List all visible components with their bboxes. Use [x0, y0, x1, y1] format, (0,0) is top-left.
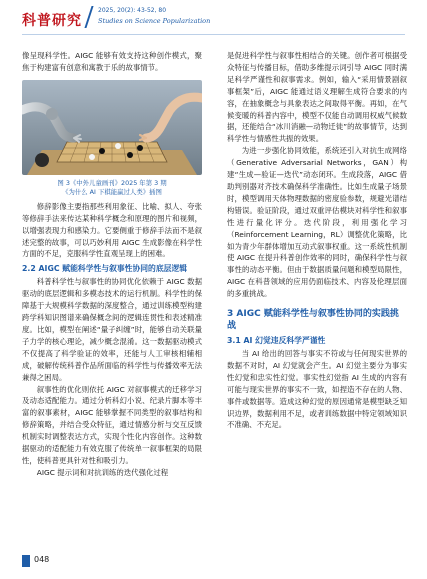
left-paragraph-2: 修辞影像主要指那些利用象征、比喻、拟人、夸张等修辞手法来传达某种科学概念和原理的图片和视频，以增强表现力和感染力。它要侧重于修辞手法而不是叙述完整的故事，可以巧妙利用 AIGC 生成影像在科学性方面的不足，克服科学性直观呈现上的困难。 — [22, 201, 202, 259]
left-paragraph-3: 科普科学性与叙事性的协同优化依赖于 AIGC 数据驱动的底层逻辑和多模态技术的运行机制。科学性的保障基于大规模科学数据的深度整合，通过训练模型构建跨学科知识图谱来确保概念间的逻辑连贯性和表述精准度。比如，模型在阐述“量子纠缠”时，能够自动关联量子力学的核心理论，减少概念混淆。这一数据驱动模式不仅提高了科学验证的效率，还能与人工审核相辅相成，破解传统科普作品所面临的科学性与传播效率无法兼得之困局。 — [22, 277, 202, 382]
right-paragraph-2: 为进一步强化协同效能，系统还引入对抗生成网络（Generative Adversarial Networks，GAN）构建“生成—验证—迭代”动态闭环。生成段落，AIGC 借助判别器对齐技术确保科学准确性。比如生成量子场景时，模型调用天体物理数据的密度验参数，规避光谱结构错误。验证阶段，通过双重评估模块对科学性和叙事性进行量化评分。迭代阶段，利用强化学习（Reinforcement Learning，RL）调整优化策略，比如为青少年群体增加互动式叙事权重。这一系统性机制使 AIGC 在提升科普创作效率的同时，确保科学性与叙事性的动态平衡。但由于数据质量问题和模型局限性，AIGC 在科普领域的应用仍面临技术、内容及伦理层面的多重挑战。 — [227, 146, 407, 299]
left-paragraph-4: 叙事性的优化则依托 AIGC 对叙事模式的迁移学习及动态适配能力。通过分析科幻小说、纪录片脚本等丰富的叙事素材，AIGC 能够掌握不同类型的叙事结构和修辞策略，并结合受众特征，通过情感分析与交互反馈机制实时调整表达方式，实现个性化内容创作。这种数据驱动的适配能力有效克服了传统单一叙事框架的局限性，使科普更具针对性和吸引力。 — [22, 384, 202, 465]
left-column — [22, 50, 202, 479]
left-paragraph-1: 像呈现科学性。AIGC 能够有效支持这种创作模式，聚焦于构建富有创意和寓教于乐的故事情节。 — [22, 51, 202, 72]
brand-slash-mark — [84, 6, 93, 28]
page-header — [0, 0, 427, 36]
figure-3-illustration — [22, 80, 202, 175]
figure-caption — [22, 179, 202, 197]
journal-name: Studies on Science Popularization — [98, 17, 211, 25]
right-column — [227, 50, 407, 431]
header-rule — [22, 34, 405, 35]
right-paragraph-3: 当 AI 给出的回答与事实不符或与任何现实世界的数据不对时，AI 幻觉就会产生。AI 幻觉主要分为事实性幻觉和忠实性幻觉。事实性幻觉指 AI 生成的内容有可能与现实世界的事实不一致，如捏造不存在的人物、事件或数据等。造成这种幻觉的原因通常是模型缺乏知识边界，数据利用不足，或者训练数据中特定领域知识不准确、不充足。 — [227, 349, 407, 430]
section-3-heading: 3 AIGC 赋能科学性与叙事性协同的实践挑战 — [227, 309, 399, 332]
section-3-1-heading: 3.1 AI 幻觉违反科学严谨性 — [227, 336, 326, 346]
figure-caption-line-2: 《为什么 AI 下棋能赢过人类》插图 — [62, 187, 162, 196]
page-number: 048 — [34, 555, 50, 564]
figure-caption-line-1: 图 3《中外儿童画刊》2025 年第 3 期 — [57, 178, 167, 187]
right-paragraph-1: 是促进科学性与叙事性相结合的关键。创作者可根据受众特征与传播目标，借助多维提示词引导 AIGC 同时满足科学严谨性和叙事需求。例如，输入“采用情景剧叙事框架”后，AIGC 能通过语义理解生成符合要求的内容，在抽象概念与具象表达之间取得平衡。再如，在气候变暖的科普内容中，模型不仅能自动调用权威气候数据，还能结合“冰川消融—动物迁徙”的故事情节，达到科学性与情感性共振的效果。 — [227, 51, 407, 144]
section-2-2-heading: 2.2 AIGC 赋能科学性与叙事性协同的底层逻辑 — [22, 264, 188, 274]
issue-info: 2025, 20(2): 43-52, 80 — [98, 7, 167, 14]
journal-brand: 科普研究 — [22, 13, 82, 29]
left-paragraph-5: AIGC 提示词和对抗训练的迭代强化过程 — [36, 467, 169, 477]
footer-accent-bar — [22, 555, 30, 567]
robot-chess-image — [22, 80, 202, 175]
